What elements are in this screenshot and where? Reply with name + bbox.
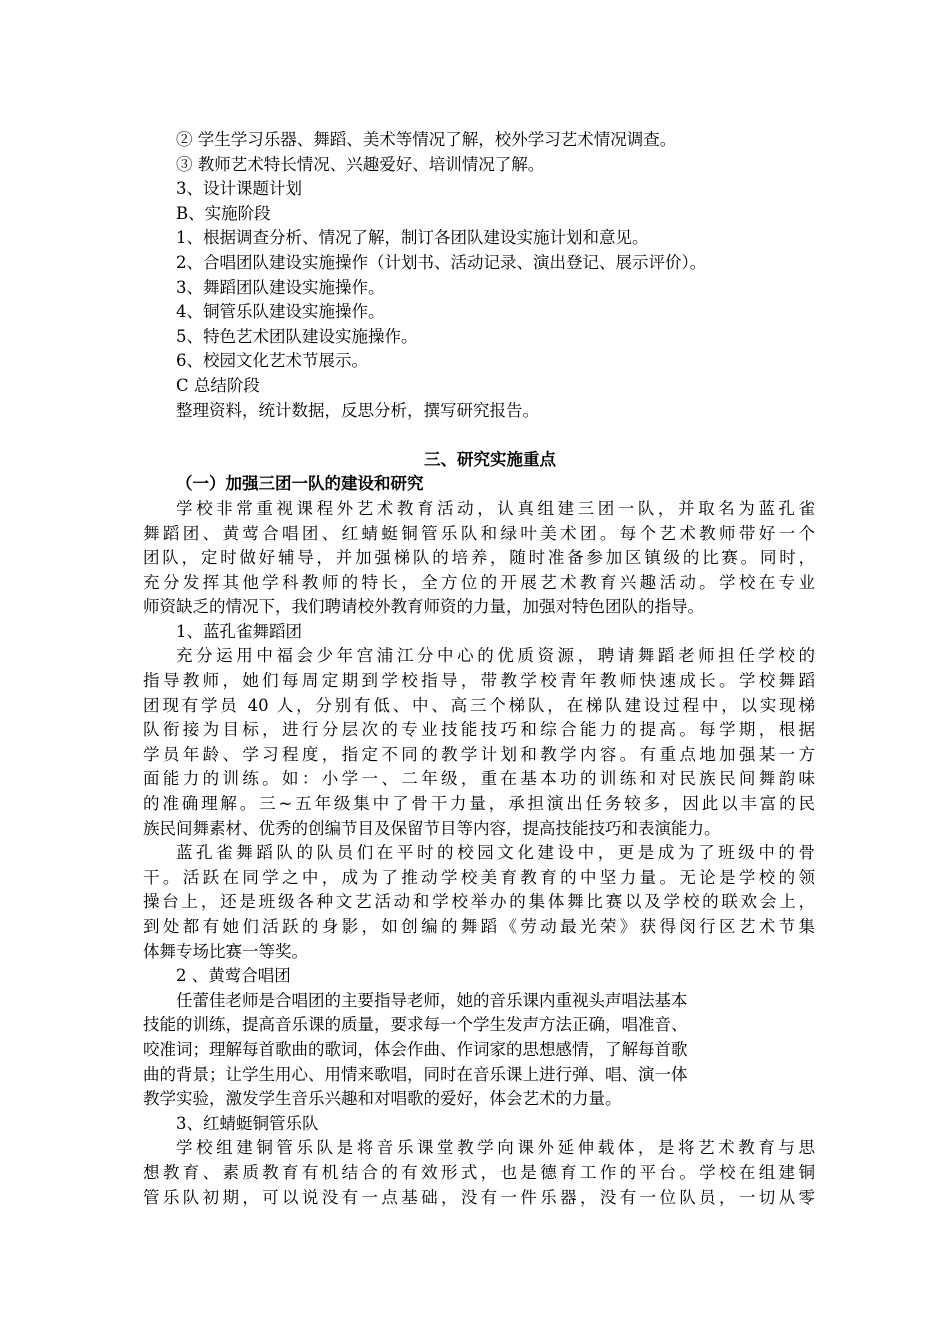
paragraph-line: 体舞专场比赛一等奖。 bbox=[143, 941, 308, 961]
spacer bbox=[143, 423, 815, 448]
section-title: 三、研究实施重点 bbox=[424, 449, 556, 469]
paragraph-line: 技能的训练，提高音乐课的质量，要求每一个学生发声方法正确，唱准音、 bbox=[143, 1015, 688, 1035]
list-item: 2、合唱团队建设实施操作（计划书、活动记录、演出登记、展示评价）。 bbox=[176, 252, 707, 272]
list-item: 3、舞蹈团队建设实施操作。 bbox=[176, 277, 385, 297]
document-body bbox=[143, 128, 815, 1210]
list-item: C 总结阶段 bbox=[176, 375, 260, 395]
paragraph-line: 管乐队初期，可以说没有一点基础，没有一件乐器，没有一位队员，一切从零 bbox=[143, 1187, 815, 1207]
paragraph-line: 指导教师，她们每周定期到学校指导，带教学校青年教师快速成长。学校舞蹈 bbox=[143, 671, 815, 691]
paragraph-line: 操台上，还是班级各种文艺活动和学校举办的集体舞比赛以及学校的联欢会上， bbox=[143, 892, 815, 912]
paragraph-line: 任蕾佳老师是合唱团的主要指导老师，她的音乐课内重视头声唱法基本 bbox=[176, 990, 688, 1010]
paragraph-line: 充分运用中福会少年宫浦江分中心的优质资源，聘请舞蹈老师担任学校的 bbox=[176, 646, 815, 666]
paragraph-line: 的准确理解。三~五年级集中了骨干力量，承担演出任务较多，因此以丰富的民 bbox=[143, 794, 815, 814]
paragraph-line: 族民间舞素材、优秀的创编节目及保留节目等内容，提高技能技巧和表演能力。 bbox=[143, 818, 721, 838]
item-title-choir: 2 、黄莺合唱团 bbox=[176, 966, 291, 986]
paragraph-line: 面能力的训练。如：小学一、二年级，重在基本功的训练和对民族民间舞韵味 bbox=[143, 769, 815, 789]
paragraph-line: 师资缺乏的情况下，我们聘请校外教育师资的力量，加强对特色团队的指导。 bbox=[143, 597, 704, 617]
paragraph-line: 干。活跃在同学之中，成为了推动学校美育教育的中坚力量。无论是学校的领 bbox=[143, 867, 815, 887]
paragraph-line: 学校非常重视课程外艺术教育活动，认真组建三团一队，并取名为蓝孔雀 bbox=[176, 498, 815, 518]
list-item: B、实施阶段 bbox=[176, 203, 271, 223]
list-item: ③ 教师艺术特长情况、兴趣爱好、培训情况了解。 bbox=[176, 154, 545, 174]
list-item: 整理资料，统计数据，反思分析，撰写研究报告。 bbox=[176, 400, 539, 420]
paragraph-line: 学员年龄、学习程度，指定不同的教学计划和教学内容。有重点地加强某一方 bbox=[143, 744, 815, 764]
list-item: 3、设计课题计划 bbox=[176, 179, 302, 199]
dance-paragraph-1 bbox=[143, 644, 815, 841]
list-item: 4、铜管乐队建设实施操作。 bbox=[176, 302, 385, 322]
paragraph-line: 到处都有她们活跃的身影，如创编的舞蹈《劳动最光荣》获得闵行区艺术节集 bbox=[143, 917, 815, 936]
intro-list bbox=[143, 128, 815, 423]
paragraph-line: 学校组建铜管乐队是将音乐课堂教学向课外延伸载体，是将艺术教育与思 bbox=[176, 1138, 815, 1158]
dance-paragraph-2 bbox=[143, 841, 815, 964]
paragraph-line: 充分发挥其他学科教师的特长，全方位的开展艺术教育兴趣活动。学校在专业 bbox=[143, 572, 815, 592]
paragraph-line: 蓝孔雀舞蹈队的队员们在平时的校园文化建设中，更是成为了班级中的骨 bbox=[176, 843, 815, 863]
list-item: ② 学生学习乐器、舞蹈、美术等情况了解，校外学习艺术情况调查。 bbox=[176, 130, 677, 149]
paragraph-line: 咬准词；理解每首歌曲的歌词，体会作曲、作词家的思想感情，了解每首歌 bbox=[143, 1039, 688, 1059]
paragraph-line: 团队，定时做好辅导，并加强梯队的培养，随时准备参加区镇级的比赛。同时， bbox=[143, 548, 815, 568]
item-title-brass-band: 3、红蜻蜓铜管乐队 bbox=[176, 1113, 319, 1133]
subsection-title: （一）加强三团一队的建设和研究 bbox=[176, 474, 424, 494]
choir-paragraph bbox=[143, 989, 815, 1112]
paragraph-line: 曲的背景；让学生用心、用情来歌唱，同时在音乐课上进行弹、唱、演一体 bbox=[143, 1064, 688, 1084]
paragraph-line: 队衔接为目标，进行分层次的专业技能技巧和综合能力的提高。每学期，根据 bbox=[143, 720, 815, 740]
paragraph-line: 舞蹈团、黄莺合唱团、红蜻蜓铜管乐队和绿叶美术团。每个艺术教师带好一个 bbox=[143, 523, 815, 543]
list-item: 6、校园文化艺术节展示。 bbox=[176, 351, 368, 371]
brass-band-paragraph bbox=[143, 1136, 815, 1210]
list-item: 1、根据调查分析、情况了解，制订各团队建设实施计划和意见。 bbox=[176, 228, 649, 248]
paragraph-line: 教学实验，激发学生音乐兴趣和对唱歌的爱好，体会艺术的力量。 bbox=[143, 1089, 622, 1109]
paragraph-line: 想教育、素质教育有机结合的有效形式，也是德育工作的平台。学校在组建铜 bbox=[143, 1162, 815, 1182]
item-title-dance: 1、蓝孔雀舞蹈团 bbox=[176, 621, 302, 641]
paragraph-line: 团现有学员 40 人，分别有低、中、高三个梯队，在梯队建设过程中，以实现梯 bbox=[143, 695, 815, 715]
intro-paragraph bbox=[143, 497, 815, 620]
list-item: 5、特色艺术团队建设实施操作。 bbox=[176, 326, 418, 346]
